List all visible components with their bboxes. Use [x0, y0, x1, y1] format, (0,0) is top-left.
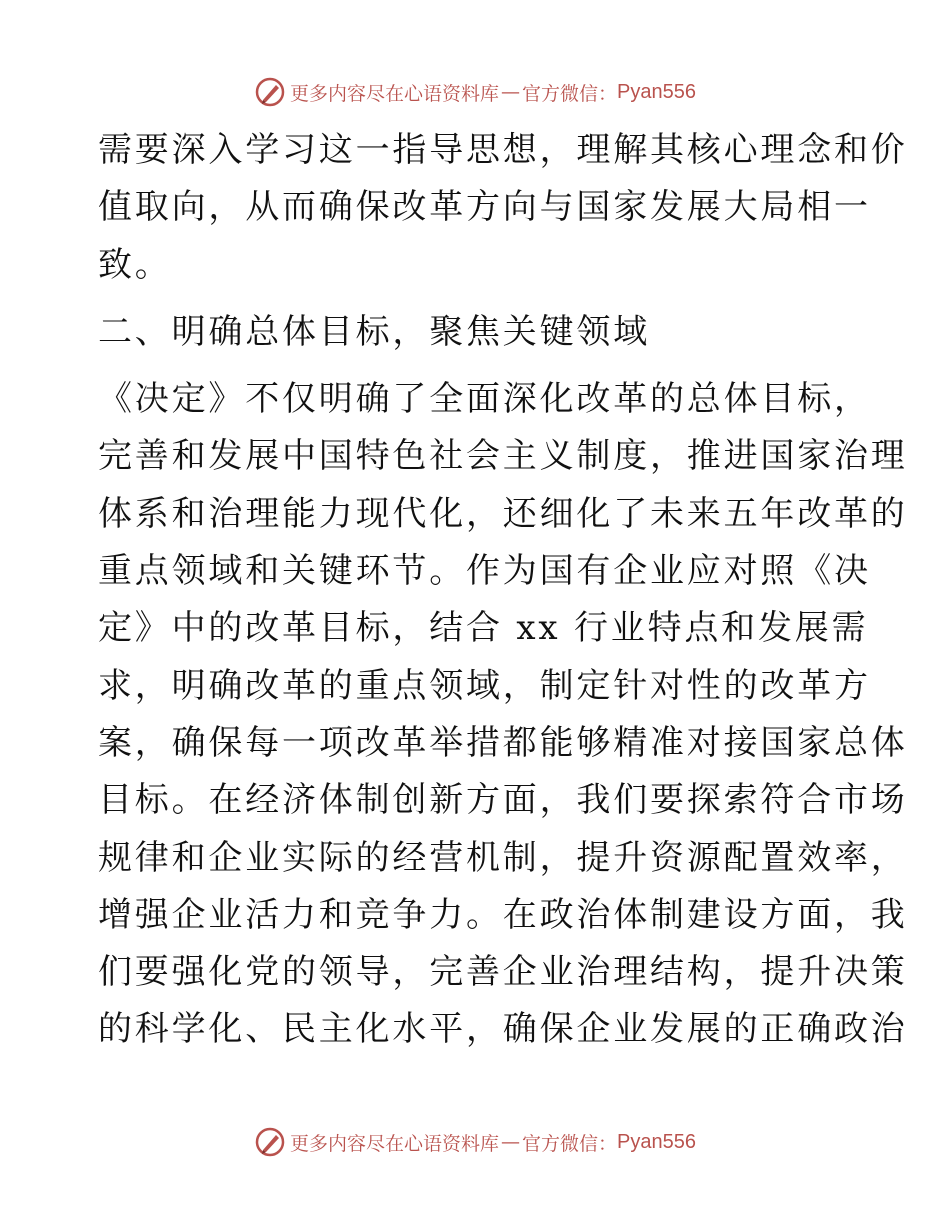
text-line: 体系和治理能力现代化，还细化了未来五年改革的 — [98, 493, 908, 534]
text-line: 求，明确改革的重点领域，制定针对性的改革方 — [98, 665, 871, 706]
text-line: 致。 — [98, 244, 172, 285]
watermark-brand: 更多内容尽在心语资料库 — [290, 82, 500, 105]
pen-logo-icon — [254, 1126, 286, 1158]
pen-logo-icon — [254, 76, 286, 108]
watermark-official-label: 官方微信： — [522, 1132, 618, 1155]
header-watermark — [0, 72, 950, 112]
text-line: 《决定》不仅明确了全面深化改革的总体目标， — [98, 379, 871, 420]
document-body — [98, 122, 908, 1059]
text-line: 重点领域和关键环节。作为国有企业应对照《决 — [98, 551, 871, 592]
section-heading: 二、明确总体目标，聚焦关键领域 — [98, 311, 650, 352]
watermark-separator: — — [501, 1131, 521, 1153]
text-line: 案，确保每一项改革举措都能够精准对接国家总体 — [98, 722, 908, 763]
text-line: 需要深入学习这一指导思想，理解其核心理念和价 — [98, 130, 908, 170]
text-line: 规律和企业实际的经营机制，提升资源配置效率， — [98, 837, 908, 878]
text-line: 目标。在经济体制创新方面，我们要探索符合市场 — [98, 780, 908, 821]
text-line: 完善和发展中国特色社会主义制度，推进国家治理 — [98, 436, 908, 477]
text-line: 定》中的改革目标，结合 xx 行业特点和发展需 — [98, 608, 869, 649]
watermark-brand: 更多内容尽在心语资料库 — [290, 1132, 500, 1155]
text-line: 值取向，从而确保改革方向与国家发展大局相一 — [98, 187, 871, 228]
text-line: 增强企业活力和竞争力。在政治体制建设方面，我 — [98, 894, 908, 935]
watermark-separator: — — [501, 81, 521, 103]
watermark-official-label: 官方微信： — [522, 82, 618, 105]
footer-watermark — [0, 1122, 950, 1162]
watermark-wechat-id: Pyan556 — [617, 1130, 696, 1153]
text-line: 们要强化党的领导，完善企业治理结构，提升决策 — [98, 952, 908, 993]
watermark-wechat-id: Pyan556 — [617, 80, 696, 103]
text-line: 的科学化、民主化水平，确保企业发展的正确政治 — [98, 1009, 908, 1050]
